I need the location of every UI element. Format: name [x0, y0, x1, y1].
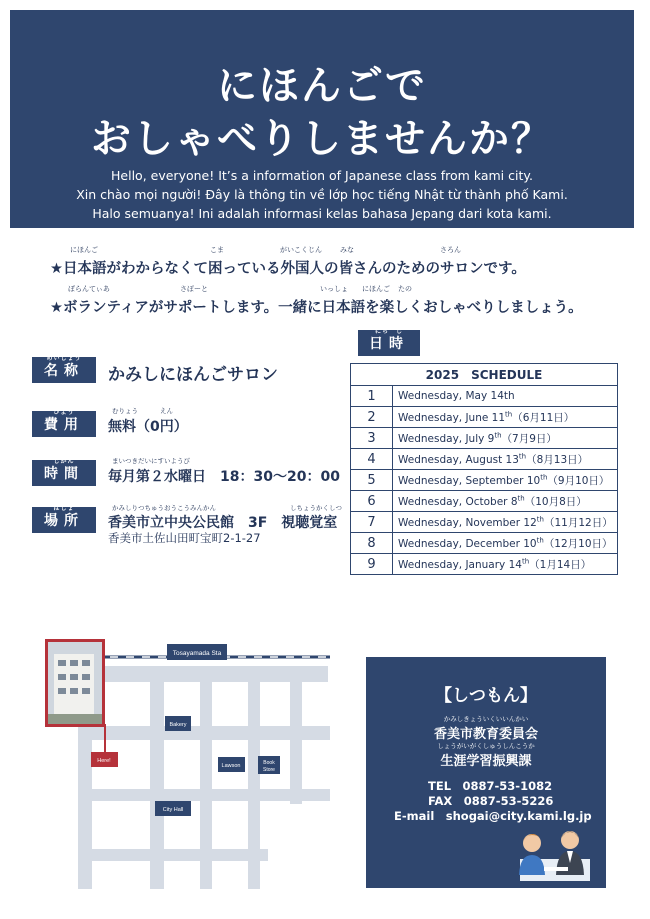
row-ordinal: th	[518, 452, 527, 460]
intro-ruby: さろん	[440, 246, 461, 254]
time-label-ruby: じかん	[53, 458, 75, 465]
row-date-cell	[393, 407, 618, 428]
intro-ruby: こま	[210, 246, 224, 254]
place-label-ruby: ばしょ	[53, 505, 75, 512]
intro-ruby: さぽーと	[180, 285, 208, 293]
here-label: Here!	[97, 758, 111, 764]
row-date-cell	[393, 512, 618, 533]
intro-ruby: にほんご	[362, 285, 390, 293]
row-date-jp: （9月10日）	[547, 474, 610, 487]
row-number: 7	[351, 512, 393, 533]
row-date-jp: （12月10日）	[543, 537, 613, 550]
subtitle-indonesian: Halo semuanya! Ini adalah informasi kelas bahasa Jepang dari kota kami.	[92, 206, 552, 221]
row-date: Wednesday, June 11	[398, 411, 506, 424]
row-ordinal: th	[536, 515, 544, 523]
name-label-ruby: めいしょう	[46, 355, 82, 362]
intro-ruby: たの	[398, 285, 412, 293]
table-row	[351, 428, 618, 449]
time-label-text: 時間	[44, 466, 84, 482]
name-label-text: 名称	[44, 363, 84, 379]
row-date: Wednesday, May 14th	[393, 386, 618, 407]
place-address: 香美市土佐山田町宝町2-1-27	[108, 531, 261, 545]
row-date-cell	[393, 449, 618, 470]
fee-label-ruby: ひよう	[53, 409, 75, 416]
time-value: 毎月第２水曜日 18：30〜20：00	[108, 469, 340, 485]
page-title-line1: にほんごで	[217, 63, 427, 109]
time-ruby: まいつきだいにすいようび	[112, 457, 190, 465]
intro-ruby: がいこくじん	[280, 246, 322, 254]
row-number: 8	[351, 533, 393, 554]
row-date-cell	[393, 533, 618, 554]
org2-name: 生涯学習振興課	[440, 754, 532, 769]
row-ordinal: th	[536, 536, 544, 544]
place-value: 香美市立中央公民館 3F 視聴覚室	[108, 515, 338, 531]
contact-box	[366, 657, 606, 888]
intro-ruby: にほんご	[70, 246, 98, 254]
access-map	[40, 634, 330, 889]
row-date-jp: （6月11日）	[512, 411, 575, 424]
row-ordinal: th	[521, 557, 530, 565]
schedule-table	[350, 363, 618, 575]
intro-line2: ★ボランティアがサポートします。一緒に日本語を楽しくおしゃべりしましょう。	[50, 300, 583, 316]
row-date-jp: （11月12日）	[543, 516, 613, 529]
row-date-jp: （8月13日）	[526, 453, 589, 466]
bakery-label: Bakery	[169, 722, 187, 728]
table-row	[351, 554, 618, 575]
book-store-label: Store	[263, 767, 275, 773]
row-ordinal: th	[517, 494, 525, 502]
subtitle-vietnamese: Xin chào mọi người! Đây là thông tin về lớp học tiếng Nhật từ thành phố Kami.	[76, 187, 568, 202]
intro-ruby: いっしょ	[320, 285, 348, 293]
schedule-title: 2025 SCHEDULE	[351, 364, 618, 386]
row-date-cell	[393, 491, 618, 512]
table-row	[351, 512, 618, 533]
place-ruby: かみしりつちゅうおうこうみんかん	[112, 504, 216, 512]
row-date-jp: （7月9日）	[501, 432, 557, 445]
table-row	[351, 533, 618, 554]
fee-ruby: むりょう	[112, 407, 138, 415]
row-date: Wednesday, July 9	[398, 432, 495, 445]
row-date: Wednesday, January 14	[398, 558, 522, 571]
row-number: 2	[351, 407, 393, 428]
subtitle-english: Hello, everyone! It’s a information of Japanese class from kami city.	[111, 168, 533, 183]
row-number: 1	[351, 386, 393, 407]
place-label-text: 場所	[44, 513, 84, 529]
contact-tel[interactable]: TEL 0887-53-1082	[428, 779, 553, 793]
intro-line1: ★日本語がわからなくて困っている外国人の皆さんのためのサロンです。	[50, 261, 526, 277]
city-hall-label: City Hall	[162, 807, 184, 813]
row-number: 9	[351, 554, 393, 575]
row-number: 4	[351, 449, 393, 470]
table-row	[351, 449, 618, 470]
salon-name: かみしにほんごサロン	[108, 365, 278, 385]
row-date: Wednesday, November 12	[398, 516, 537, 529]
table-row	[351, 407, 618, 428]
row-date-jp: （1月14日）	[529, 558, 592, 571]
row-ordinal: th	[494, 431, 502, 439]
place-label	[32, 507, 96, 533]
row-date-cell	[393, 428, 618, 449]
org1-name: 香美市教育委員会	[433, 727, 538, 742]
book-store-label: Book	[263, 760, 275, 766]
row-date-jp: （10月8日）	[524, 495, 587, 508]
row-ordinal: th	[505, 410, 513, 418]
contact-fax: FAX 0887-53-5226	[428, 794, 554, 808]
row-ordinal: th	[540, 473, 548, 481]
name-label	[32, 357, 96, 383]
building-photo	[45, 639, 105, 727]
map-roads	[78, 666, 330, 889]
consultation-illustration	[514, 823, 594, 887]
row-date: Wednesday, September 10	[398, 474, 541, 487]
contact-email[interactable]: E-mail shogai@city.kami.lg.jp	[394, 809, 592, 823]
place-ruby: しちょうかくしつ	[290, 504, 342, 512]
row-number: 3	[351, 428, 393, 449]
row-date-cell	[393, 470, 618, 491]
row-number: 5	[351, 470, 393, 491]
row-number: 6	[351, 491, 393, 512]
page-title-line2: おしゃべりしませんか？	[91, 116, 553, 162]
fee-label	[32, 411, 96, 437]
time-label	[32, 460, 96, 486]
contact-title: 【しつもん】	[435, 686, 537, 706]
org1-ruby: かみしきょういくいいんかい	[443, 715, 529, 723]
lawson-label: Lawson	[221, 763, 241, 769]
org2-ruby: しょうがいがくしゅうしんこうか	[437, 742, 535, 750]
fee-ruby: えん	[160, 407, 173, 415]
station-label: Tosayamada Sta	[172, 650, 222, 657]
row-date: Wednesday, August 13	[398, 453, 519, 466]
row-date-cell	[393, 554, 618, 575]
schedule-label	[358, 330, 420, 356]
row-date: Wednesday, October 8	[398, 495, 518, 508]
table-row	[351, 491, 618, 512]
schedule-label-text: 日時	[369, 336, 409, 352]
table-row	[351, 470, 618, 491]
fee-value: 無料（0円）	[108, 419, 188, 435]
schedule-label-ruby: にち じ	[374, 328, 403, 335]
fee-label-text: 費用	[44, 417, 84, 433]
header-banner	[10, 10, 634, 228]
row-date: Wednesday, December 10	[398, 537, 537, 550]
intro-ruby: ぼらんてぃあ	[68, 285, 110, 293]
table-row	[351, 386, 618, 407]
intro-ruby: みな	[340, 246, 354, 254]
